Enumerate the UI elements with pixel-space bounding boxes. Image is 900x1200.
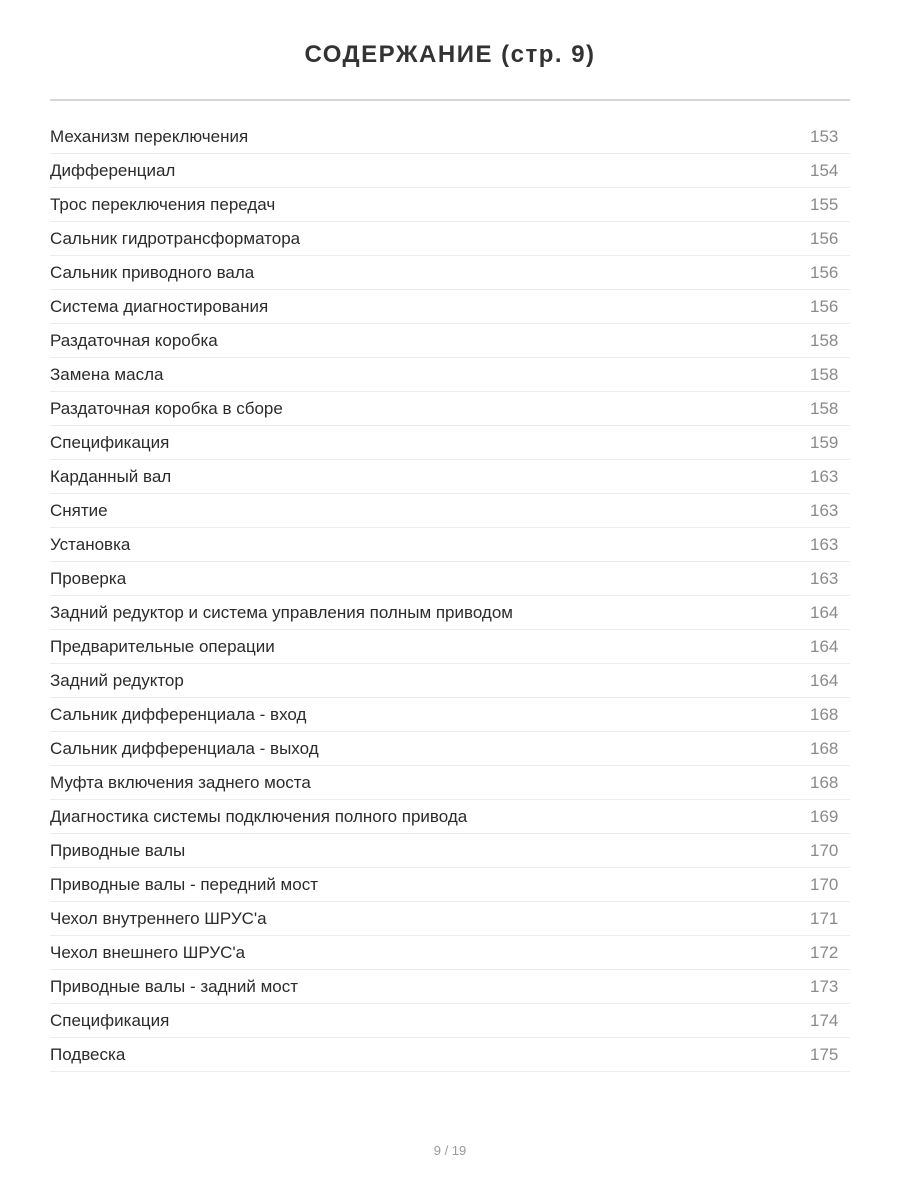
toc-entry-page-number: 168 [810,772,839,792]
toc-entry-title: Задний редуктор [50,670,184,690]
toc-entry-page-number: 154 [810,160,839,180]
toc-entry-page-number: 171 [810,908,839,928]
toc-entry-page-number: 156 [810,228,839,248]
toc-entry-title: Спецификация [50,432,170,452]
toc-entry-page-number: 158 [810,330,839,350]
toc-entry[interactable] [50,732,850,766]
toc-entry-page-number: 155 [810,194,839,214]
toc-entry-title: Сальник дифференциала - выход [50,738,319,758]
toc-entry-title: Приводные валы [50,840,186,860]
toc-entry[interactable] [50,868,850,902]
toc-entry-title: Муфта включения заднего моста [50,772,311,792]
toc-entry-title: Карданный вал [50,466,172,486]
toc-entry-title: Проверка [50,568,127,588]
toc-entry-page-number: 175 [810,1044,839,1064]
toc-entry[interactable] [50,698,850,732]
toc-entry-page-number: 163 [810,534,839,554]
toc-entry[interactable] [50,460,850,494]
toc-entry[interactable] [50,562,850,596]
toc-entry[interactable] [50,834,850,868]
toc-entry[interactable] [50,596,850,630]
toc-entry-page-number: 158 [810,398,839,418]
toc-entry[interactable] [50,970,850,1004]
toc-entry-title: Сальник гидротрансформатора [50,228,301,248]
toc-entry-title: Спецификация [50,1010,170,1030]
toc-entry-title: Механизм переключения [50,126,249,146]
toc-entry[interactable] [50,324,850,358]
toc-entry-title: Раздаточная коробка [50,330,218,350]
toc-entry-page-number: 168 [810,704,839,724]
toc-entry[interactable] [50,766,850,800]
toc-entry-page-number: 173 [810,976,839,996]
toc-entry-title: Чехол внутреннего ШРУС'а [50,908,267,928]
toc-entry-page-number: 163 [810,568,839,588]
toc-entry-title: Система диагностирования [50,296,269,316]
toc-entry[interactable] [50,528,850,562]
toc-entry[interactable] [50,222,850,256]
toc-entry-title: Сальник дифференциала - вход [50,704,307,724]
toc-entry[interactable] [50,630,850,664]
toc-entry[interactable] [50,664,850,698]
toc-entry-page-number: 164 [810,670,839,690]
toc-entry-title: Установка [50,534,131,554]
toc-entry-page-number: 164 [810,636,839,656]
toc-entry-page-number: 156 [810,296,839,316]
toc-list [50,120,850,1072]
toc-entry-title: Диагностика системы подключения полного привода [50,806,468,826]
toc-entry-page-number: 164 [810,602,839,622]
toc-entry[interactable] [50,800,850,834]
toc-entry[interactable] [50,902,850,936]
toc-entry-title: Дифференциал [50,160,176,180]
toc-entry-page-number: 153 [810,126,839,146]
toc-entry-page-number: 169 [810,806,839,826]
page-indicator: 9 / 19 [433,1143,467,1158]
toc-entry-title: Трос переключения передач [50,194,276,214]
toc-entry[interactable] [50,256,850,290]
toc-entry-page-number: 170 [810,840,839,860]
toc-entry-title: Приводные валы - передний мост [50,874,318,894]
toc-entry[interactable] [50,426,850,460]
toc-entry-title: Предварительные операции [50,636,275,656]
toc-entry-title: Подвеска [50,1044,126,1064]
toc-entry-page-number: 170 [810,874,839,894]
toc-entry[interactable] [50,1004,850,1038]
toc-entry[interactable] [50,290,850,324]
toc-entry-page-number: 158 [810,364,839,384]
toc-entry[interactable] [50,188,850,222]
toc-entry-title: Снятие [50,500,108,520]
toc-entry-title: Раздаточная коробка в сборе [50,398,283,418]
toc-entry-page-number: 163 [810,466,839,486]
title-divider [50,99,850,101]
toc-entry[interactable] [50,1038,850,1072]
toc-entry[interactable] [50,936,850,970]
toc-entry-title: Задний редуктор и система управления полным приводом [50,602,513,622]
page-title: СОДЕРЖАНИЕ (стр. 9) [304,41,596,68]
toc-entry-page-number: 159 [810,432,839,452]
toc-entry[interactable] [50,392,850,426]
toc-entry[interactable] [50,358,850,392]
toc-entry-page-number: 168 [810,738,839,758]
toc-entry-title: Замена масла [50,364,164,384]
toc-entry-title: Приводные валы - задний мост [50,976,299,996]
toc-entry-title: Сальник приводного вала [50,262,255,282]
toc-entry-page-number: 174 [810,1010,839,1030]
toc-entry[interactable] [50,120,850,154]
toc-entry-page-number: 172 [810,942,839,962]
toc-entry-page-number: 163 [810,500,839,520]
toc-entry-title: Чехол внешнего ШРУС'а [50,942,246,962]
toc-entry-page-number: 156 [810,262,839,282]
toc-entry[interactable] [50,154,850,188]
toc-entry[interactable] [50,494,850,528]
